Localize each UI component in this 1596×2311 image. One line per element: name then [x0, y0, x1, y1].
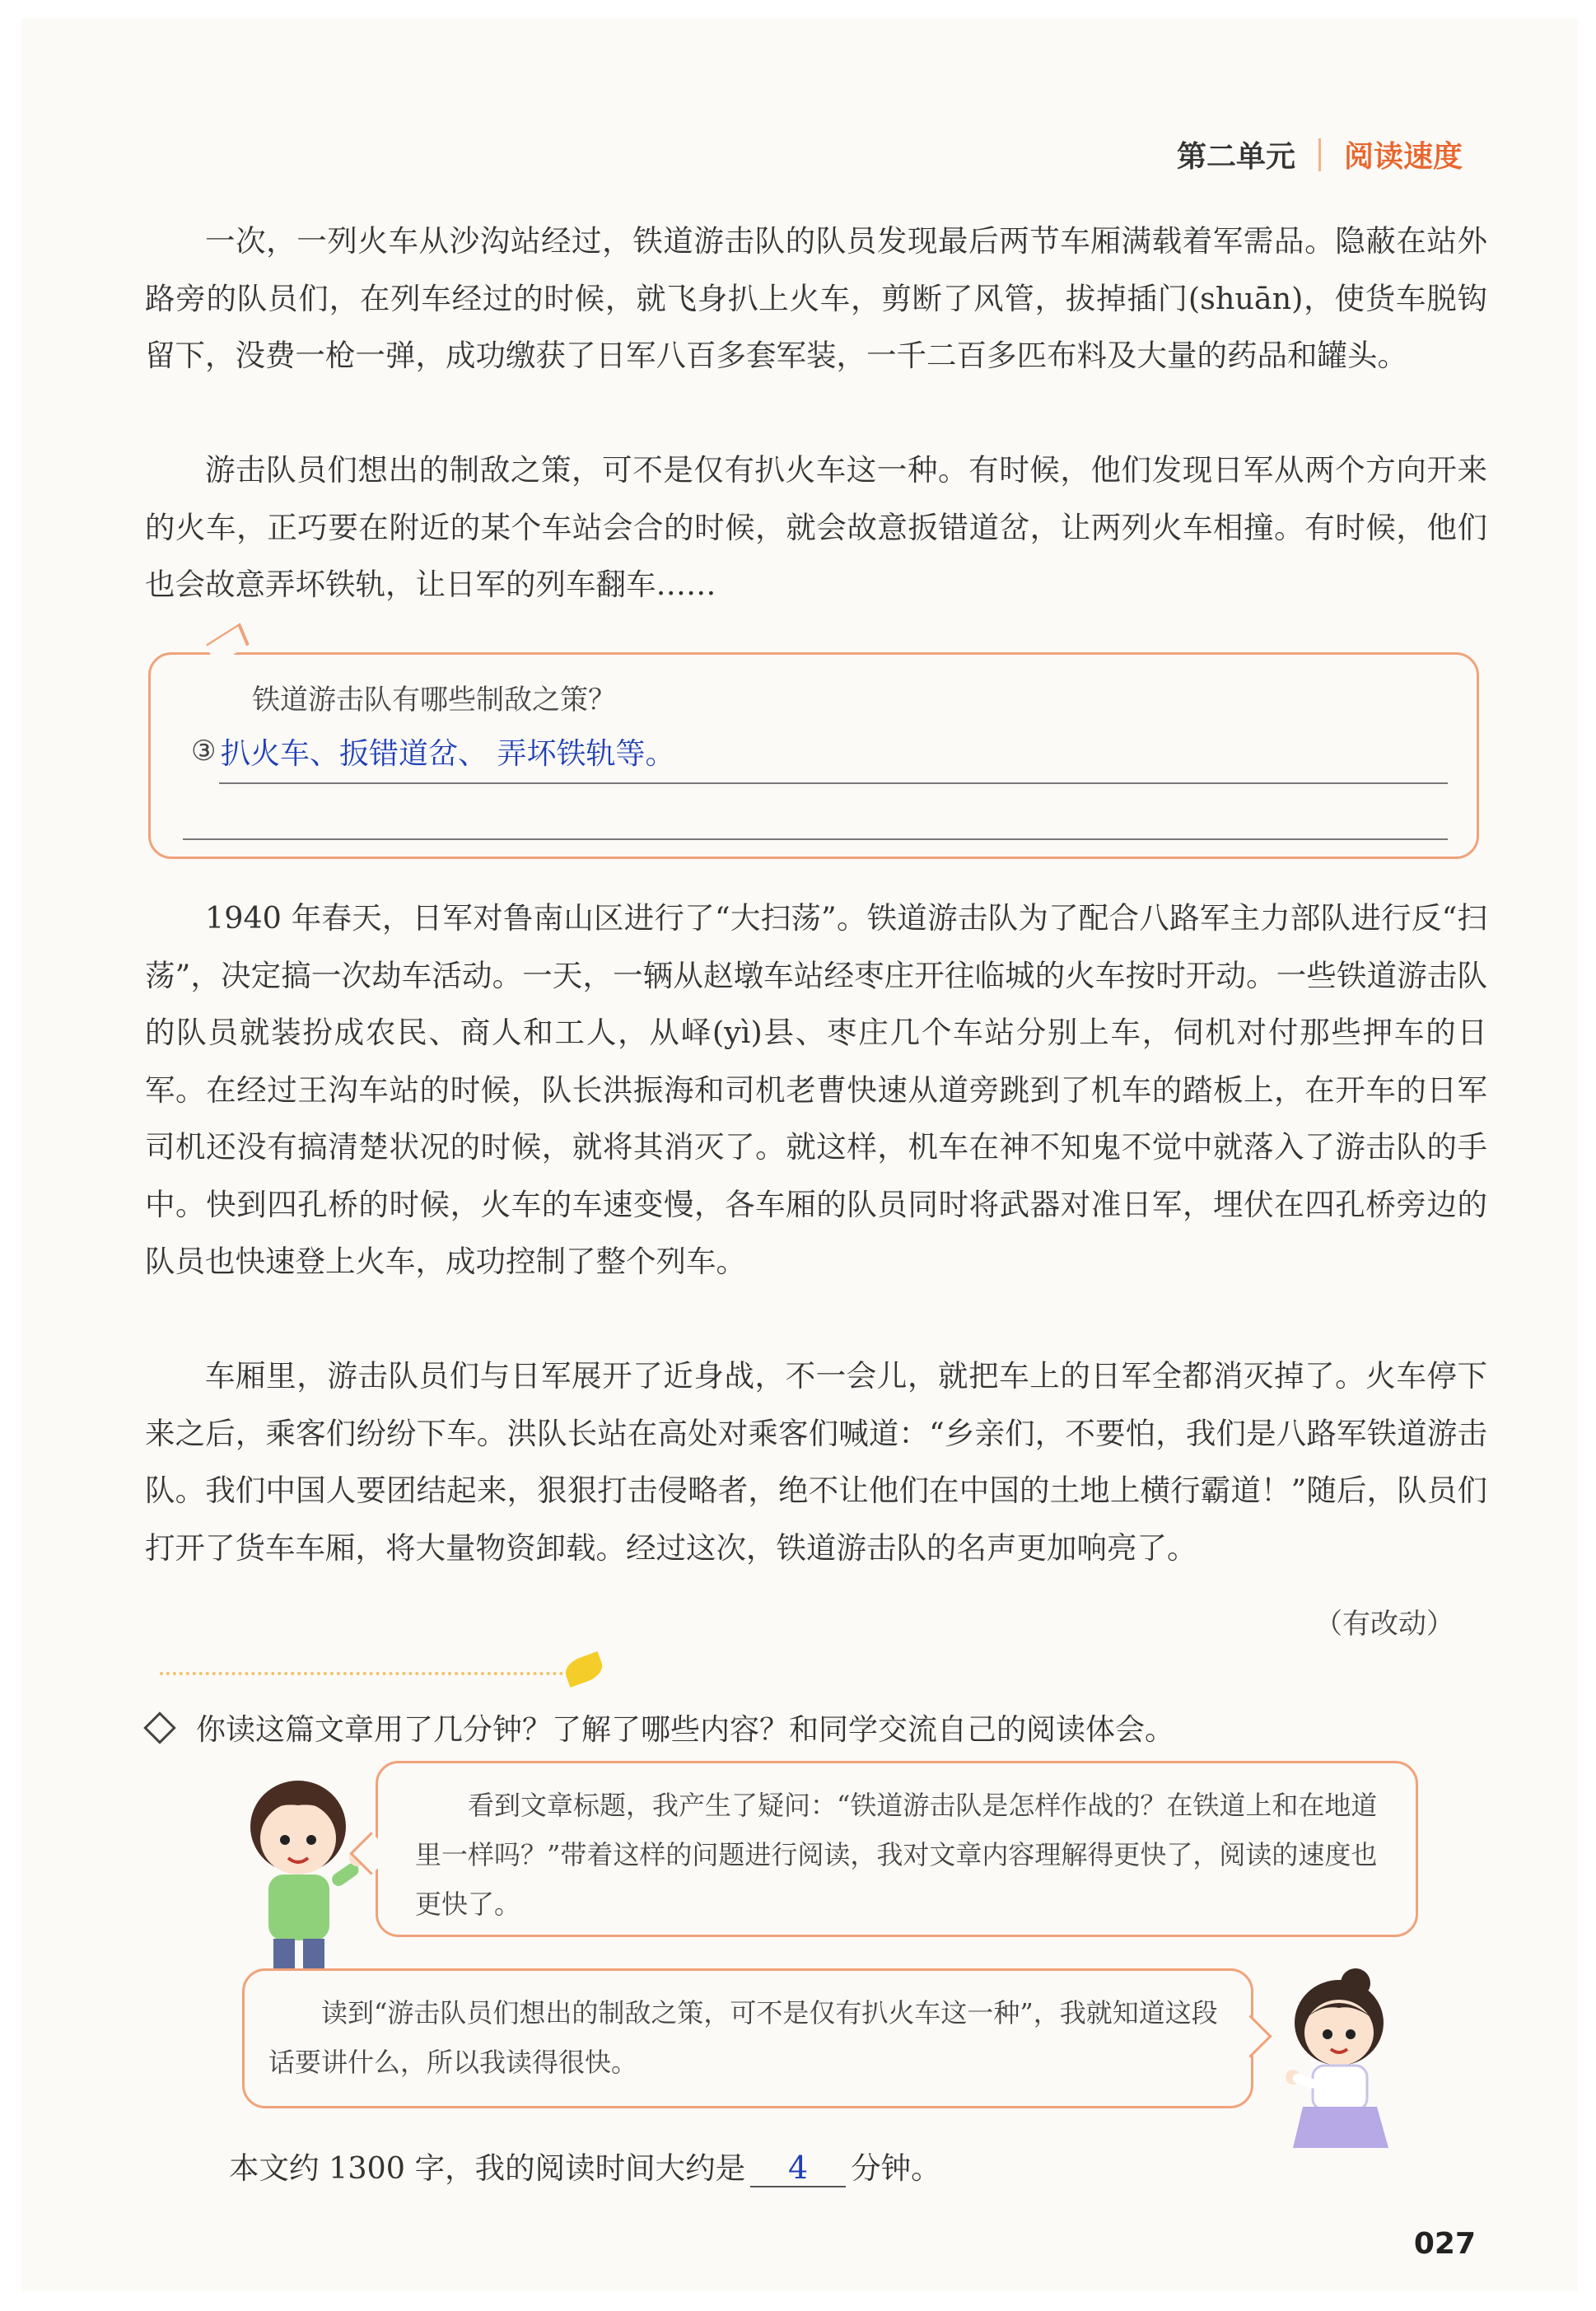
question-number: ③ [191, 735, 217, 768]
task-text: 你读这篇文章用了几分钟？了解了哪些内容？和同学交流自己的阅读体会。 [196, 1713, 1175, 1747]
reading-time-blank[interactable]: 4 [750, 2150, 846, 2187]
reading-time-prefix: 本文约 1300 字，我的阅读时间大约是 [229, 2150, 746, 2186]
page-header [1177, 133, 1463, 175]
leaf-icon [562, 1651, 605, 1688]
question-text: 铁道游击队有哪些制敌之策？ [252, 684, 616, 717]
paragraph-1: 一次，一列火车从沙沟站经过，铁道游击队的队员发现最后两节车厢满载着军需品。隐蔽在站外路旁的队员们，在列车经过的时候，就飞身扒上火车，剪断了风管，拔掉插门(shuān)，使货车脱钩留下，没费一枪一弹，成功缴获了日军八百多套军装，一千二百多匹布料及大量的药品和罐头。 [145, 223, 1487, 373]
answer-line-1 [219, 782, 1448, 784]
header-divider [1318, 138, 1321, 171]
girl-illustration-icon [1270, 1962, 1410, 2159]
paragraph-4: 车厢里，游击队员们与日军展开了近身战，不一会儿，就把车上的日军全都消灭掉了。火车停下来之后，乘客们纷纷下车。洪队长站在高处对乘客们喊道：“乡亲们，不要怕，我们是八路军铁道游击队。我们中国人要团结起来，狠狠打击侵略者，绝不让他们在中国的土地上横行霸道！”随后，队员们打开了货车车厢，将大量物资卸载。经过这次，铁道游击队的名声更加响亮了。 [145, 1358, 1487, 1566]
diamond-bullet-icon [143, 1711, 176, 1744]
source-note: （有改动） [1314, 1608, 1454, 1641]
page-number: 027 [1413, 2227, 1476, 2261]
unit-label: 第二单元 [1176, 140, 1295, 174]
girl-comment: 读到“游击队员们想出的制敌之策，可不是仅有扒火车这一种”，我就知道这段话要讲什么，所以我读得很快。 [268, 1997, 1218, 2078]
paragraph-2: 游击队员们想出的制敌之策，可不是仅有扒火车这一种。有时候，他们发现日军从两个方向开来的火车，正巧要在附近的某个车站会合的时候，就会故意扳错道岔，让两列火车相撞。有时候，他们也会故意弄坏铁轨，让日军的列车翻车…… [145, 452, 1487, 602]
reading-task [148, 1706, 1174, 1748]
boy-illustration-icon [232, 1769, 372, 1983]
textbook-page [21, 18, 1578, 2291]
topic-label: 阅读速度 [1343, 140, 1463, 174]
boy-comment: 看到文章标题，我产生了疑问：“铁道游击队是怎样作战的？在铁道上和在地道里一样吗？”带着这样的问题进行阅读，我对文章内容理解得更快了，阅读的速度也更快了。 [415, 1790, 1378, 1920]
dotted-divider [160, 1672, 563, 1675]
handwritten-answer[interactable]: 扒火车、扳错道岔、 弄坏铁轨等。 [221, 737, 675, 771]
paragraph-3: 1940 年春天，日军对鲁南山区进行了“大扫荡”。铁道游击队为了配合八路军主力部队进行反“扫荡”，决定搞一次劫车活动。一天，一辆从赵墩车站经枣庄开往临城的火车按时开动。一些铁道游击队的队员就装扮成农民、商人和工人，从峄(yì)县、枣庄几个车站分别上车，伺机对付那些押车的日军。在经过王沟车站的时候，队长洪振海和司机老曹快速从道旁跳到了机车的踏板上，在开车的日军司机还没有搞清楚状况的时候，就将其消灭了。就这样，机车在神不知鬼不觉中就落入了游击队的手中。快到四孔桥的时候，火车的车速变慢，各车厢的队员同时将武器对准日军，埋伏在四孔桥旁边的队员也快速登上火车，成功控制了整个列车。 [145, 900, 1487, 1279]
reading-time-line [229, 2145, 941, 2187]
answer-line-2 [183, 838, 1448, 840]
reading-time-suffix: 分钟。 [851, 2150, 941, 2186]
